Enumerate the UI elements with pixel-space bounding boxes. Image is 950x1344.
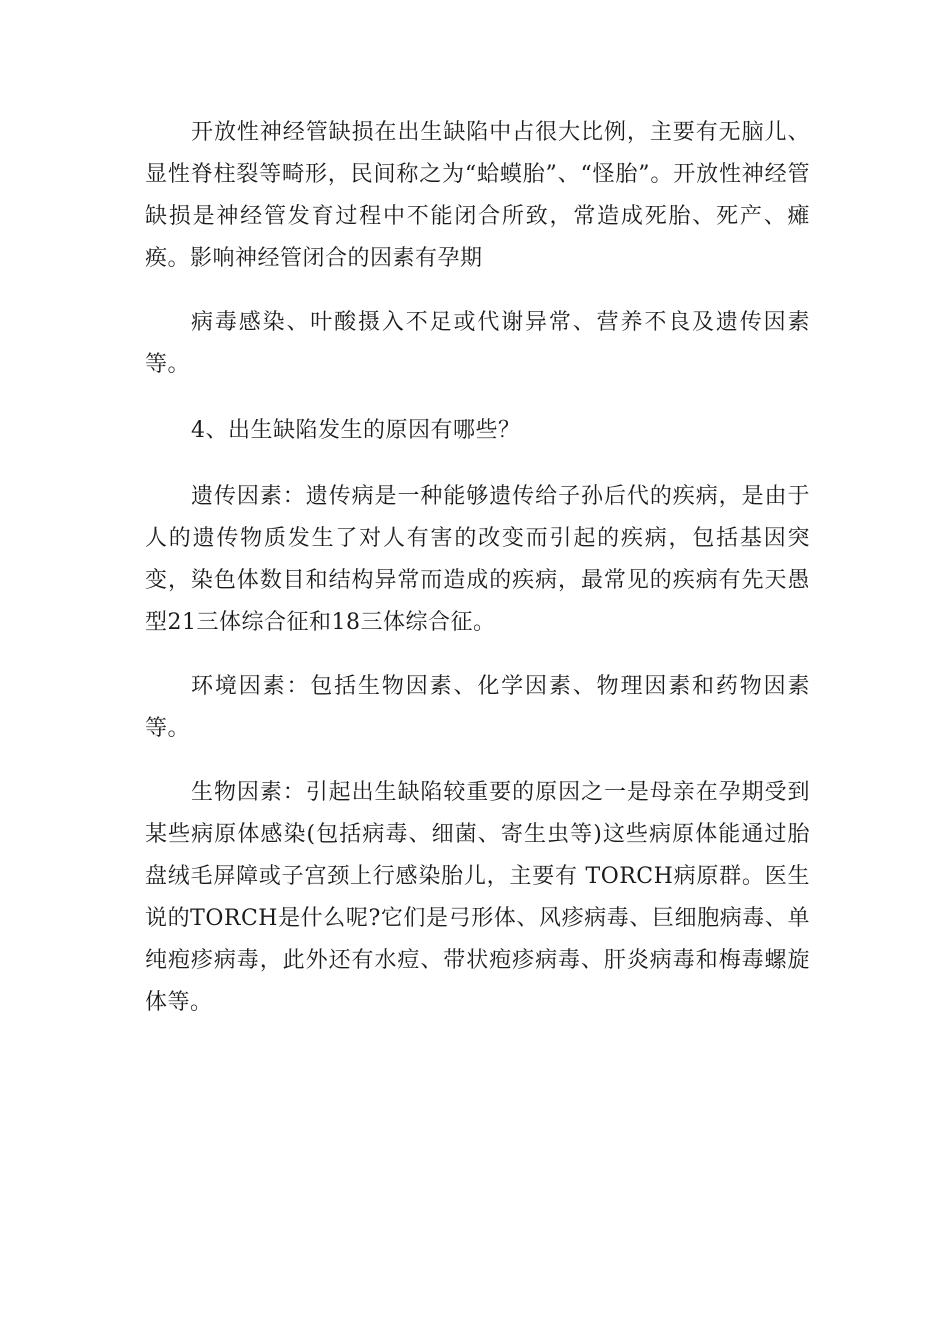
paragraph-environmental-factors: 环境因素：包括生物因素、化学因素、物理因素和药物因素等。 xyxy=(145,674,810,741)
document-body xyxy=(145,112,810,1024)
paragraph-genetic-factors: 遗传因素：遗传病是一种能够遗传给子孙后代的疾病，是由于人的遗传物质发生了对人有害的改变而引起的疾病，包括基因突变，染色体数目和结构异常而造成的疾病，最常见的疾病有先天愚型21三体综合征和18三体综合征。 xyxy=(145,484,810,635)
section-heading-causes: 4、出生缺陷发生的原因有哪些？ xyxy=(191,418,521,443)
paragraph-neural-tube-defects: 开放性神经管缺损在出生缺陷中占很大比例，主要有无脑儿、显性脊柱裂等畸形，民间称之为“蛤蟆胎”、“怪胎”。开放性神经管缺损是神经管发育过程中不能闭合所致，常造成死胎、死产、瘫痪。影响神经管闭合的因素有孕期 xyxy=(145,120,810,271)
paragraph-biological-factors: 生物因素：引起出生缺陷较重要的原因之一是母亲在孕期受到某些病原体感染(包括病毒、细菌、寄生虫等)这些病原体能通过胎盘绒毛屏障或子宫颈上行感染胎儿，主要有 TORCH病原群。医生说的TORCH是什么呢?它们是弓形体、风疹病毒、巨细胞病毒、单纯疱疹病毒，此外还有水痘、带状疱疹病毒、肝炎病毒和梅毒螺旋体等。 xyxy=(145,780,810,1015)
paragraph-closure-factors: 病毒感染、叶酸摄入不足或代谢异常、营养不良及遗传因素等。 xyxy=(145,310,810,377)
